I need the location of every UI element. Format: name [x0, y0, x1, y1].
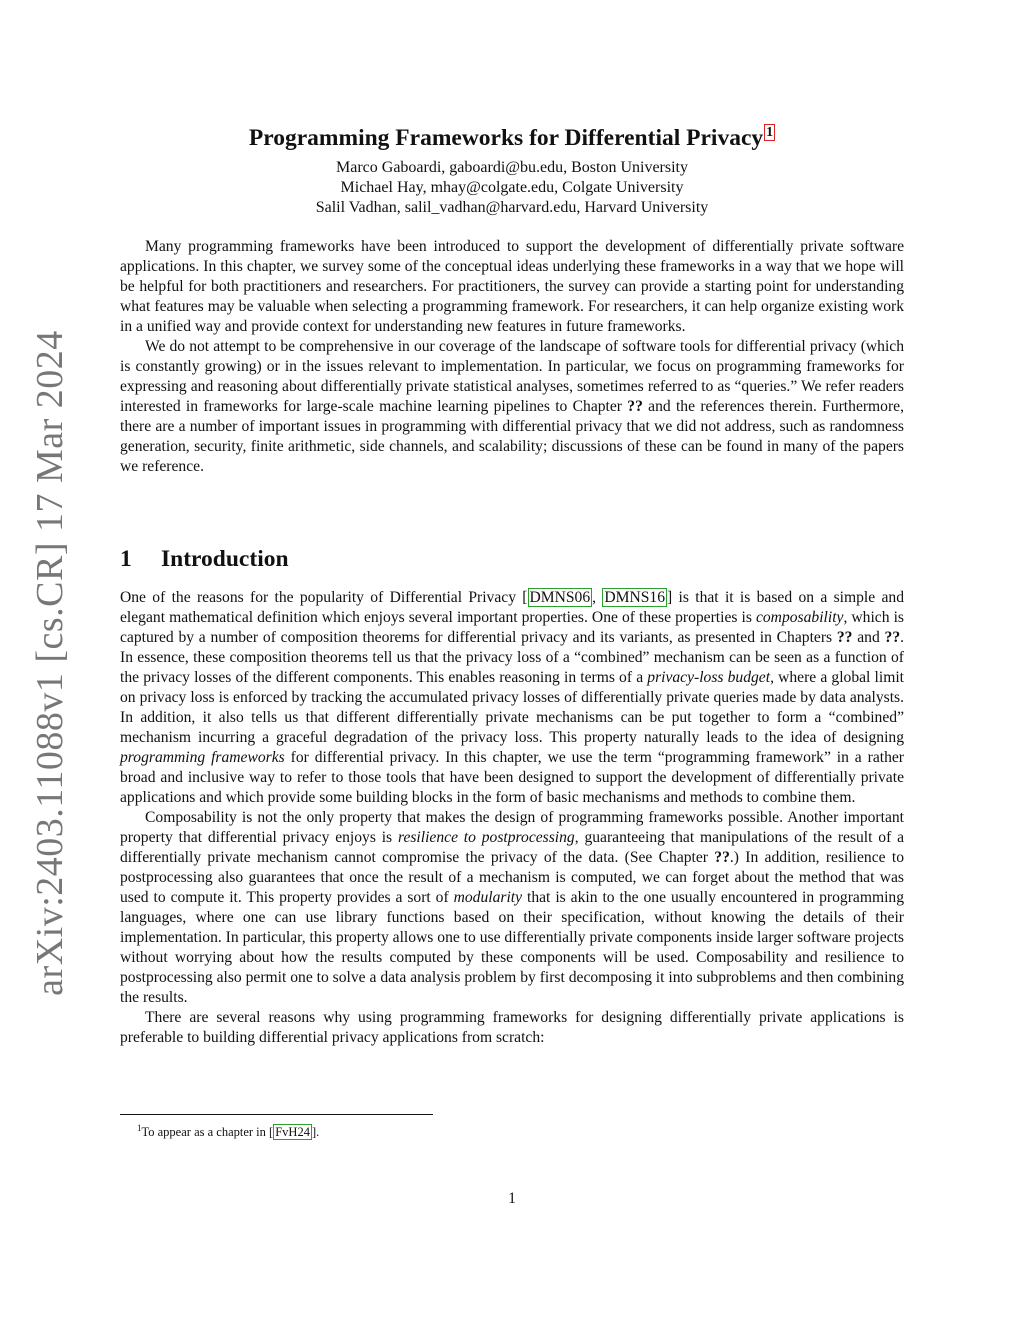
- unresolved-ref: ??: [714, 849, 730, 866]
- author-line: Salil Vadhan, salil_vadhan@harvard.edu, Harvard University: [315, 199, 709, 216]
- citation-link[interactable]: FvH24: [275, 1125, 310, 1140]
- abstract: [120, 237, 904, 477]
- citation-link[interactable]: DMNS16: [604, 589, 666, 606]
- footnote: $^1$To appear as a chapter in [ FvH24 ].: [137, 1123, 320, 1140]
- title-text: Programming Frameworks for Differential Privacy: [248, 124, 764, 151]
- arxiv-identifier: arXiv:2403.11088v1 [cs.CR] 17 Mar 2024: [29, 329, 72, 996]
- abstract-paragraph-2: We do not attempt to be comprehensive in our coverage of the landscape of software tools for differential privacy (which is constantly growing) or in the issues relevant to implementation. In particular, we focus on programming frameworks for expressing and reasoning about differentially private statistical analyses, sometimes referred to as “queries.” We refer readers interested in frameworks for large-scale machine learning pipelines to Chapter ?? and the references therein. Furthermore, there are a number of important issues in programming with differential privacy that we did not address, such as randomness generation, security, finite arithmetic, side channels, and scalability; discussions of these can be found in many of the papers we reference.: [120, 338, 904, 475]
- title-footnote-link[interactable]: 1: [766, 125, 774, 140]
- footnote-mark: 1: [137, 1123, 142, 1133]
- section-body: [120, 588, 904, 1048]
- author-line: Michael Hay, mhay@colgate.edu, Colgate University: [340, 179, 684, 196]
- author-line: Marco Gaboardi, gaboardi@bu.edu, Boston University: [336, 159, 688, 176]
- emphasis: modularity: [453, 889, 523, 906]
- emphasis: programming frameworks: [120, 749, 285, 766]
- page-number: 1: [508, 1190, 516, 1207]
- emphasis: privacy-loss budget: [647, 669, 771, 686]
- section-heading: [120, 544, 289, 574]
- emphasis: composability: [755, 609, 844, 626]
- footnote-rule: [120, 1114, 433, 1115]
- body-paragraph-1: One of the reasons for the popularity of Differential Privacy [ DMNS06 , DMNS16 ] is that it is based on a simple and elegant mathematical definition which enjoys several important properties. One of these properties is composability, which is captured by a number of composition theorems for differential privacy and its variants, as presented in Chapters ?? and ??. In essence, these composition theorems tell us that the privacy loss of a “combined” mechanism can be seen as a function of the privacy losses of the different components. This enables reasoning in terms of a privacy-loss budget, where a global limit on privacy loss is enforced by tracking the accumulated privacy losses of differentially private queries made by data analysts. In addition, it also tells us that different differentially private mechanisms can be put together to form a “combined” mechanism incurring a graceful degradation of the privacy loss. This property naturally leads to the idea of designing programming frameworks for differential privacy. In this chapter, we use the term “programming framework” in a rather broad and inclusive way to refer to those tools that have been designed to support the development of differentially private applications and which provide some building blocks in the form of basic mechanisms and methods to combine them.: [120, 589, 905, 806]
- author-list: [120, 158, 904, 218]
- body-paragraph-3: There are several reasons why using programming frameworks for designing differentially private applications is preferable to building differential privacy applications from scratch:: [120, 1009, 904, 1046]
- paper-title: [120, 115, 904, 154]
- body-paragraph-2: Composability is not the only property that makes the design of programming frameworks possible. Another important property that differential privacy enjoys is resilience to postprocessing, guaranteeing that manipulations of the result of a differentially private mechanism cannot compromise the privacy of the data. (See Chapter ??.) In addition, resilience to postprocessing also guarantees that once the result of a mechanism is computed, we can forget about the method that was used to compute it. This property provides a sort of modularity that is akin to the one usually encountered in programming languages, where one can use library functions based on their specification, without knowing the details of their implementation. In particular, this property allows one to use differentially private components inside larger software projects without worrying about how the results computed by these components will be used. Composability and resilience to postprocessing also permit one to solve a data analysis problem by first decomposing it into subproblems and then combining the results.: [120, 809, 905, 1006]
- abstract-paragraph-1: Many programming frameworks have been introduced to support the development of differentially private software applications. In this chapter, we survey some of the conceptual ideas underlying these frameworks in a way that we hope will be helpful for both practitioners and researchers. For practitioners, the survey can provide a starting point for understanding what features may be valuable when selecting a programming framework. For researchers, it can help organize existing work in a unified way and provide context for understanding new features in future frameworks.: [120, 238, 904, 335]
- citation-link[interactable]: DMNS06: [529, 589, 591, 606]
- arxiv-sidebar: [0, 0, 100, 1325]
- emphasis: resilience to postprocessing: [397, 829, 575, 846]
- unresolved-ref: ??: [884, 629, 901, 646]
- section-title: Introduction: [161, 546, 289, 572]
- section-number: 1: [120, 546, 132, 572]
- unresolved-ref: ??: [627, 398, 643, 415]
- unresolved-ref: ??: [836, 629, 853, 646]
